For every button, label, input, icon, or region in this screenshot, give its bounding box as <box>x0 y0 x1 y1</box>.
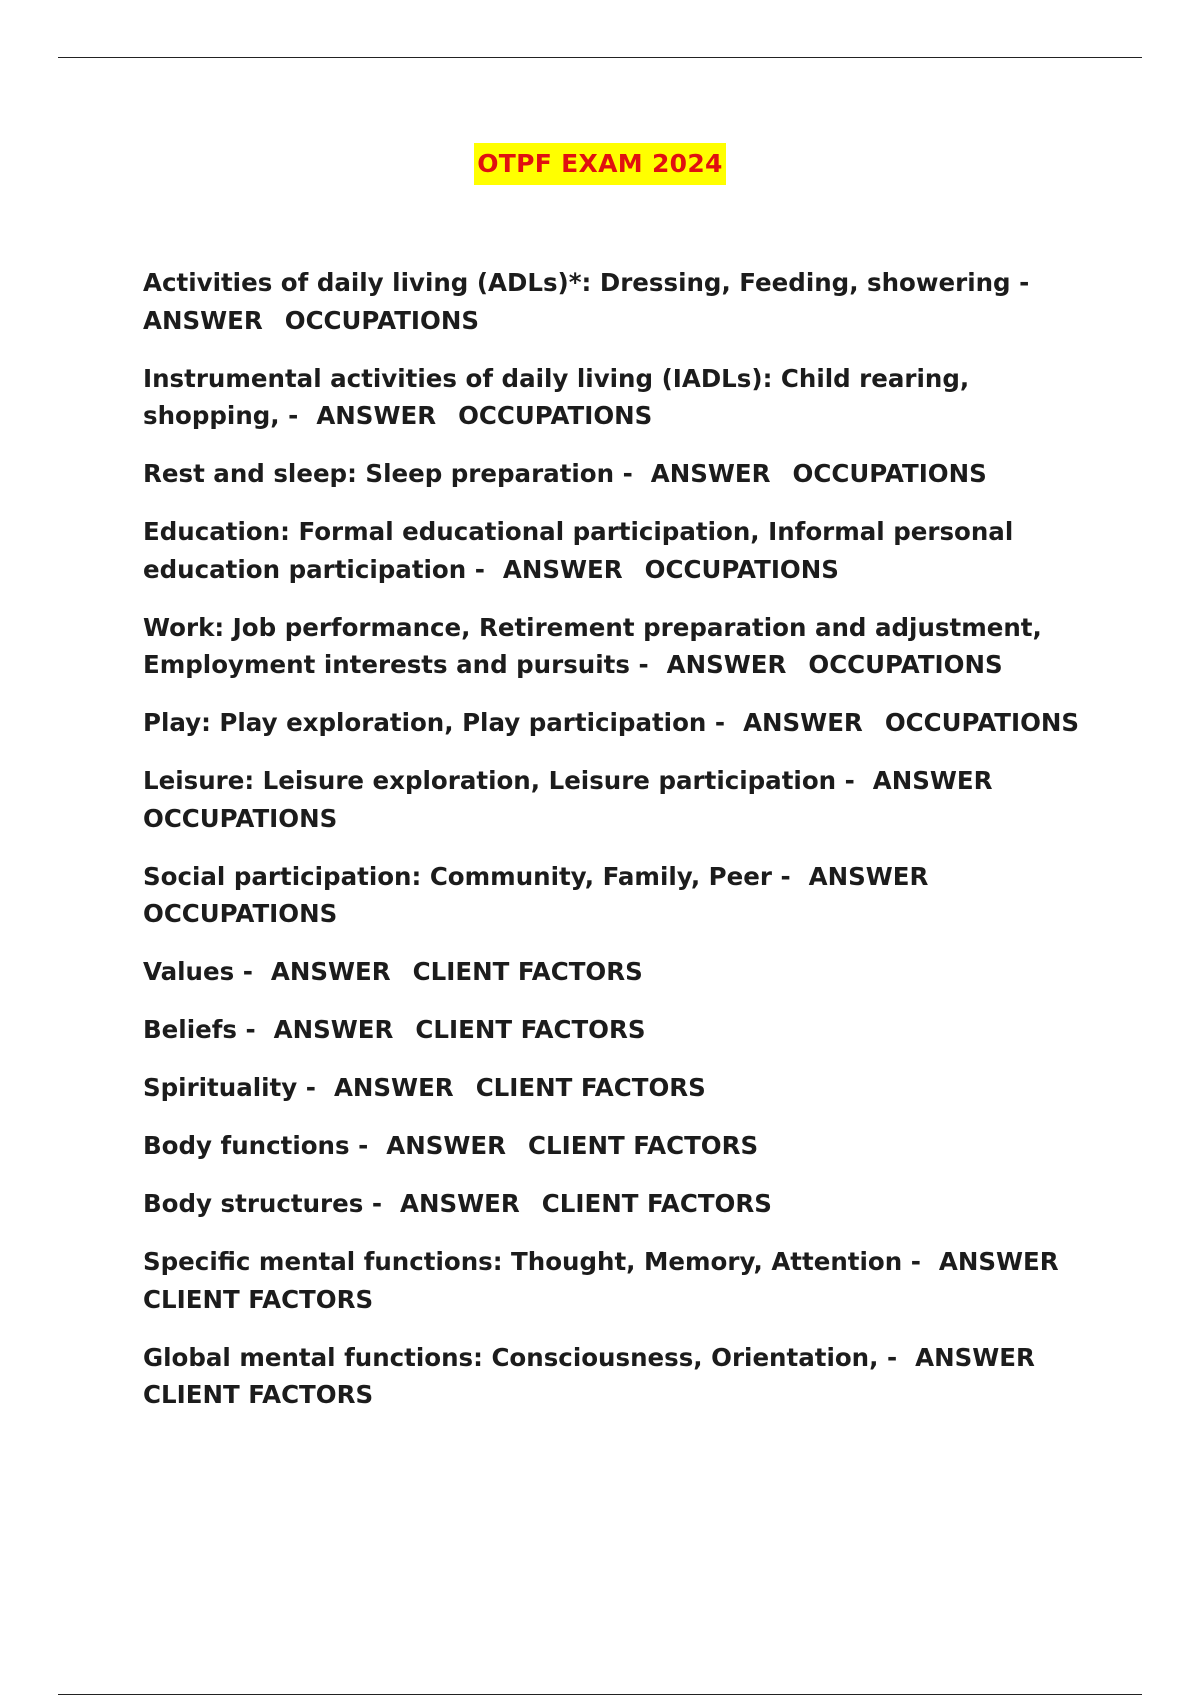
bottom-divider <box>58 1694 1142 1695</box>
question-text: Body structures - <box>143 1189 383 1218</box>
answer-label: ANSWER <box>400 1189 520 1218</box>
document-title: OTPF EXAM 2024 <box>474 143 725 185</box>
qa-item <box>143 1011 1103 1049</box>
question-text: Social participation: Community, Family, Peer - <box>143 861 791 891</box>
answer-text: OCCUPATIONS <box>808 650 1003 679</box>
answer-text: OCCUPATIONS <box>884 708 1080 737</box>
answer-text: OCCUPATIONS <box>143 899 338 928</box>
question-text: Spirituality - <box>143 1073 316 1102</box>
qa-item <box>143 762 1103 837</box>
top-divider <box>58 57 1142 58</box>
answer-label: ANSWER <box>650 459 771 488</box>
answer-label: ANSWER <box>333 1073 454 1102</box>
answer-label: ANSWER <box>938 1247 1059 1276</box>
answer-text: CLIENT FACTORS <box>415 1015 646 1044</box>
qa-list <box>143 264 1103 1434</box>
answer-label: ANSWER <box>808 861 929 891</box>
qa-item <box>143 1243 1103 1318</box>
qa-item <box>143 704 1103 742</box>
answer-text: OCCUPATIONS <box>792 459 987 488</box>
answer-text: OCCUPATIONS <box>458 401 653 430</box>
answer-label: ANSWER <box>915 1342 1035 1372</box>
qa-item <box>143 1185 1103 1223</box>
question-text: Instrumental activities of daily living (IADLs): Child rearing, shopping, - <box>143 363 970 430</box>
answer-text: CLIENT FACTORS <box>412 957 643 986</box>
answer-text: OCCUPATIONS <box>644 554 839 584</box>
question-text: Work: Job performance, Retirement preparation and adjustment, Employment interests and pursuits - <box>143 612 1042 679</box>
question-text: Specific mental functions: Thought, Memory, Attention - <box>143 1247 921 1276</box>
question-text: Body functions - <box>143 1131 369 1160</box>
qa-item <box>143 953 1103 991</box>
qa-item <box>143 1339 1103 1414</box>
answer-text: CLIENT FACTORS <box>475 1073 706 1102</box>
question-text: Education: Formal educational participation, Informal personal education participation - <box>143 517 1014 584</box>
qa-item <box>143 360 1103 435</box>
answer-label: ANSWER <box>872 766 993 795</box>
qa-item <box>143 1069 1103 1107</box>
question-text: Global mental functions: Consciousness, Orientation, - <box>143 1342 898 1372</box>
question-text: Leisure: Leisure exploration, Leisure participation - <box>143 766 855 795</box>
answer-text: CLIENT FACTORS <box>528 1131 759 1160</box>
answer-label: ANSWER <box>273 1015 394 1044</box>
answer-text: OCCUPATIONS <box>143 803 338 833</box>
question-text: Values - <box>143 957 253 986</box>
qa-item <box>143 609 1103 684</box>
answer-text: CLIENT FACTORS <box>143 1380 374 1409</box>
answer-text: OCCUPATIONS <box>284 305 480 335</box>
answer-text: CLIENT FACTORS <box>541 1189 772 1218</box>
answer-label: ANSWER <box>316 401 437 430</box>
question-text: Rest and sleep: Sleep preparation - <box>143 459 633 488</box>
answer-label: ANSWER <box>386 1131 507 1160</box>
question-text: Play: Play exploration, Play participation - <box>143 708 726 737</box>
qa-item <box>143 264 1103 339</box>
title-container <box>0 143 1200 185</box>
question-text: Activities of daily living (ADLs)*: Dressing, Feeding, showering - <box>143 268 1030 297</box>
question-text: Beliefs - <box>143 1015 256 1044</box>
qa-item <box>143 513 1103 588</box>
qa-item <box>143 455 1103 493</box>
qa-item <box>143 858 1103 933</box>
answer-label: ANSWER <box>666 650 787 679</box>
answer-label: ANSWER <box>502 554 623 584</box>
answer-label: ANSWER <box>270 957 391 986</box>
answer-label: ANSWER <box>743 708 863 737</box>
qa-item <box>143 1127 1103 1165</box>
answer-text: CLIENT FACTORS <box>143 1284 374 1314</box>
answer-label: ANSWER <box>143 305 263 335</box>
